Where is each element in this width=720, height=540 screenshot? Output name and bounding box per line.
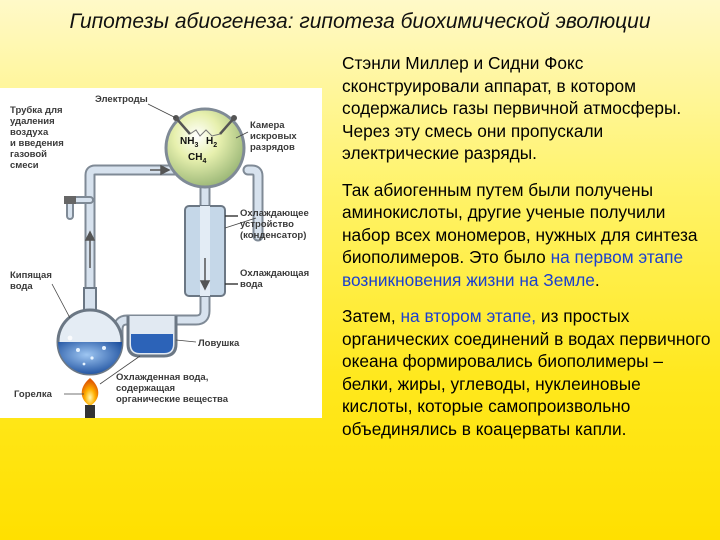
slide-title: Гипотезы абиогенеза: гипотеза биохимической эволюции (69, 10, 651, 33)
label-cooled-water: Охлажденная вода, содержащая органические вещества (116, 372, 229, 405)
paragraph-first-stage (342, 179, 714, 292)
svg-text:H2: $H_2$ (206, 136, 218, 149)
spark-chamber (166, 109, 244, 187)
label-trap: Ловушка (198, 338, 240, 349)
highlight-second-stage: на втором этапе, (400, 306, 537, 326)
paragraph-text: . (594, 269, 600, 290)
text-column (342, 52, 714, 454)
miller-apparatus-diagram (0, 88, 322, 418)
paragraph-second-stage (342, 305, 714, 440)
stopcock-valve (64, 196, 76, 204)
svg-text:CH4: $CH_4$ (188, 152, 207, 165)
paragraph-text: из простых органических соединений в водах первичного океана формировались биополимеры – белки, жиры, углеводы, нуклеиновые кислоты, которые самопроизвольно объединялись в коацерваты капли. (342, 306, 711, 439)
paragraph-apparatus: Стэнли Миллер и Сидни Фокс сконструировали аппарат, в котором содержались газы первичной атмосферы. Через эту смесь они пропускали электрические разряды. (342, 53, 682, 163)
label-boiling-water: Кипящая вода (10, 270, 52, 292)
label-burner: Горелка (14, 389, 52, 400)
label-condenser: Охлаждающее устройство (конденсатор) (240, 208, 309, 241)
svg-text:NH3: $NH_3$ (180, 136, 199, 149)
paragraph-text: Так абиогенным путем были получены аминокислоты, другие ученые получили набор всех мономеров, нужных для синтеза биополимеров. Это было (342, 179, 698, 267)
label-spark-chamber: Камера искровых разрядов (250, 120, 297, 153)
trap (128, 316, 176, 356)
label-cooling-water: Охлаждающая вода (240, 268, 310, 290)
label-tube: Трубка для удаления воздуха и введения газовой смеси (10, 105, 64, 171)
label-electrodes: Электроды (95, 94, 148, 105)
paragraph-text: Затем, (342, 306, 401, 326)
highlight-first-stage: на первом этапе возникновения жизни на Земле (342, 247, 684, 290)
